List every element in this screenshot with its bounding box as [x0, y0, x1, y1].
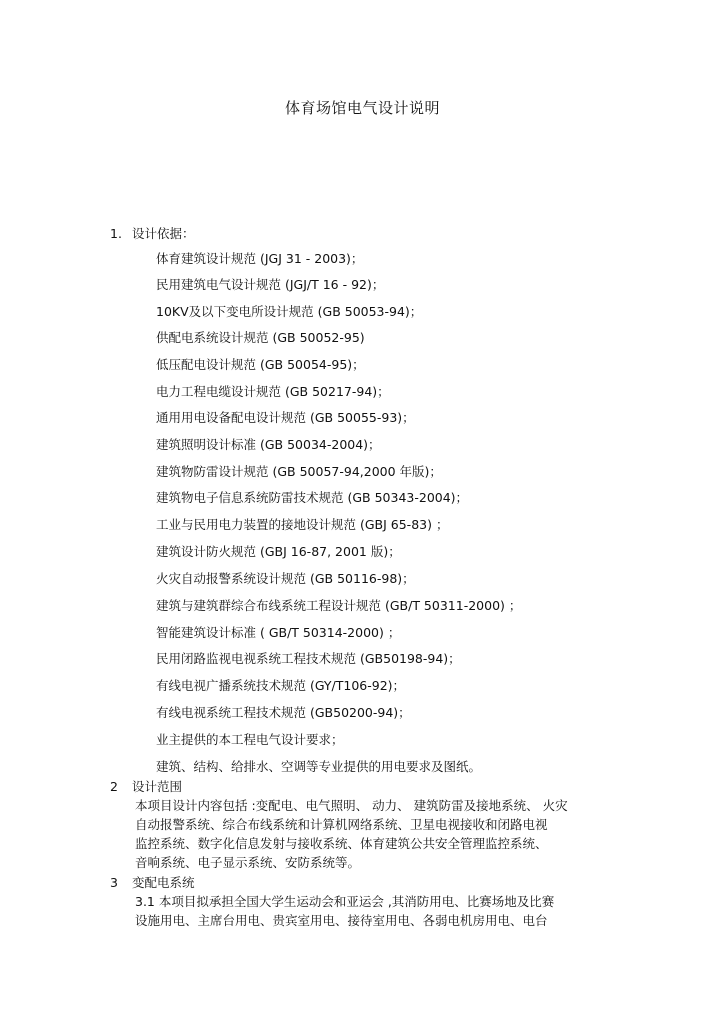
- reference-item: 10KV及以下变电所设计规范 (GB 50053-94)；: [156, 304, 423, 319]
- reference-item: 民用建筑电气设计规范 (JGJ/T 16 - 92)；: [156, 277, 385, 292]
- section2-paragraph-line: 音响系统、电子显示系统、安防系统等。: [135, 855, 361, 870]
- section3-heading: 变配电系统: [132, 875, 195, 890]
- reference-item: 通用用电设备配电设计规范 (GB 50055-93)；: [156, 410, 415, 425]
- reference-item: 建筑物电子信息系统防雷技术规范 (GB 50343-2004)；: [156, 490, 469, 505]
- reference-item: 建筑照明设计标准 (GB 50034-2004)；: [156, 437, 381, 452]
- reference-item: 有线电视系统工程技术规范 (GB50200-94)；: [156, 705, 411, 720]
- reference-item: 业主提供的本工程电气设计要求；: [156, 732, 344, 747]
- reference-item: 供配电系统设计规范 (GB 50052-95): [156, 330, 365, 345]
- section3-number: 3: [110, 875, 118, 890]
- reference-item: 建筑物防雷设计规范 (GB 50057-94,2000 年版)；: [156, 464, 442, 479]
- reference-item: 建筑设计防火规范 (GBJ 16-87, 2001 版)；: [156, 544, 401, 559]
- reference-item: 体育建筑设计规范 (JGJ 31 - 2003)；: [156, 251, 364, 266]
- section2-paragraph-line: 监控系统、数字化信息发射与接收系统、体育建筑公共安全管理监控系统、: [135, 836, 548, 851]
- reference-item: 电力工程电缆设计规范 (GB 50217-94)；: [156, 384, 390, 399]
- section1-heading: 设计依据：: [132, 226, 195, 241]
- reference-item: 工业与民用电力装置的接地设计规范 (GBJ 65-83) ；: [156, 517, 449, 532]
- reference-item: 有线电视广播系统技术规范 (GY/T106-92)；: [156, 678, 406, 693]
- section3-paragraph-line: 3.1 本项目拟承担全国大学生运动会和亚运会 ,其消防用电、比赛场地及比赛: [135, 894, 555, 909]
- reference-item: 低压配电设计规范 (GB 50054-95)；: [156, 357, 365, 372]
- reference-item: 火灾自动报警系统设计规范 (GB 50116-98)；: [156, 571, 415, 586]
- section3-paragraph-line: 设施用电、主席台用电、贵宾室用电、接待室用电、各弱电机房用电、电台: [135, 913, 548, 928]
- section2-paragraph-line: 本项目设计内容包括 :变配电、电气照明、 动力、 建筑防雷及接地系统、 火灾: [135, 798, 568, 813]
- reference-item: 建筑、结构、给排水、空调等专业提供的用电要求及图纸。: [156, 759, 482, 774]
- section1-number: 1.: [110, 226, 122, 241]
- reference-item: 智能建筑设计标准 ( GB/T 50314-2000) ；: [156, 625, 401, 640]
- section2-number: 2: [110, 779, 118, 794]
- reference-item: 建筑与建筑群综合布线系统工程设计规范 (GB/T 50311-2000) ；: [156, 598, 522, 613]
- section2-heading: 设计范围: [132, 779, 183, 794]
- reference-item: 民用闭路监视电视系统工程技术规范 (GB50198-94)；: [156, 651, 461, 666]
- section2-paragraph-line: 自动报警系统、综合布线系统和计算机网络系统、卫星电视接收和闭路电视: [135, 817, 548, 832]
- document-title: 体育场馆电气设计说明: [284, 99, 440, 117]
